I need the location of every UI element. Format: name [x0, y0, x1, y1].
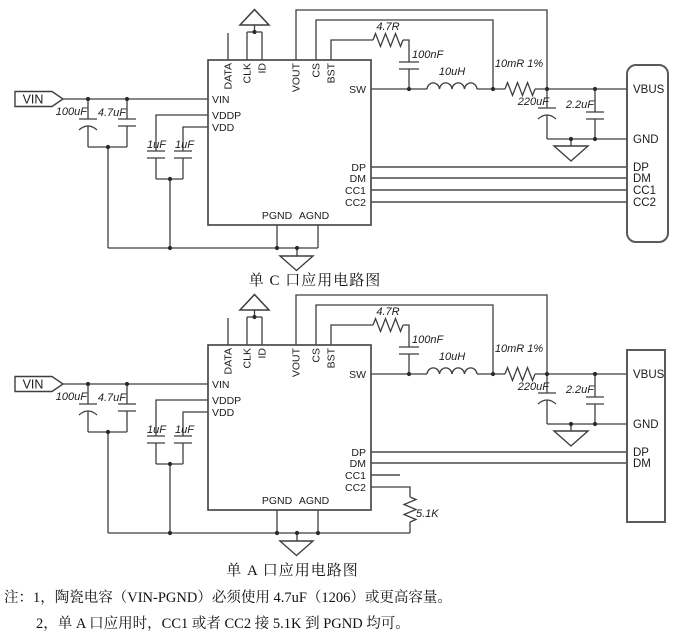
vin-flag-label: VIN — [22, 92, 44, 107]
value-cc-resistor: 5.1K — [416, 508, 439, 520]
ic-pin-cc2: CC2 — [344, 197, 366, 209]
caption-circuit-a: 单 A 口应用电路图 — [226, 563, 359, 579]
usb-c-pin-dm: DM — [633, 173, 651, 185]
ic-pin-vddp: VDDP — [212, 110, 242, 122]
ic-pin-vout: VOUT — [290, 63, 303, 93]
ic-pin-cc1: CC1 — [344, 185, 366, 197]
usb-c-pin-cc1: CC1 — [633, 185, 657, 197]
usb-c-pin-gnd: GND — [633, 134, 659, 146]
ic-pin-dm: DM — [349, 173, 366, 185]
usb-a-pin-dm: DM — [633, 458, 651, 470]
value-output-bulk-cap: 220uF — [517, 96, 549, 108]
note-line-1: 注：1，陶瓷电容（VIN-PGND）必须使用 4.7uF（1206）或更高容量。 — [4, 590, 452, 606]
ic-pin-cs: CS — [310, 63, 323, 78]
value-input-ceramic-cap: 4.7uF — [97, 107, 126, 119]
ic-pin-agnd: AGND — [298, 210, 330, 222]
usb-c-pin-cc2: CC2 — [633, 197, 657, 209]
usb-c-pin-dp: DP — [633, 162, 649, 174]
ground-symbol-output — [554, 146, 588, 161]
ic-pin-sw: SW — [349, 84, 366, 96]
ic-pin-id: ID — [256, 63, 269, 74]
usb-a-pin-dp: DP — [633, 447, 649, 459]
top-pin-wires — [228, 25, 262, 60]
usb-c-pin-vbus: VBUS — [633, 84, 665, 96]
value-sense-resistor: 10mR 1% — [494, 58, 544, 70]
value-output-ceramic-cap: 2.2uF — [565, 99, 594, 111]
usb-c-section — [371, 65, 668, 242]
bst-cap-wires — [399, 40, 419, 89]
power-arrow-icon — [240, 10, 269, 26]
ic-pin-pgnd: PGND — [261, 210, 293, 222]
usb-a-pin-gnd: GND — [633, 419, 659, 431]
caption-circuit-c: 单 C 口应用电路图 — [248, 273, 382, 289]
sense-resistor-symbol — [505, 83, 535, 96]
usb-a-pin-vbus: VBUS — [633, 369, 665, 381]
output-wires — [371, 89, 627, 146]
ic-pin-bst: BST — [325, 63, 338, 84]
ic-pin-clk: CLK — [241, 63, 254, 84]
usb-a-data-wires — [371, 452, 627, 475]
ic-pin-dp: DP — [351, 162, 366, 174]
value-bst-cap: 100nF — [412, 49, 444, 61]
value-bst-resistor: 4.7R — [376, 21, 400, 33]
value-vdd-cap: 1uF — [175, 139, 194, 151]
cc-resistor-symbol — [404, 497, 416, 522]
bst-resistor-symbol — [373, 34, 403, 47]
circuit-a-core-instance — [15, 295, 627, 556]
value-vddp-cap: 1uF — [147, 139, 166, 151]
ic-pin-vdd: VDD — [212, 122, 235, 134]
ic-pin-data: DATA — [222, 63, 235, 90]
circuit-core — [15, 10, 627, 271]
value-input-bulk-cap: 100uF — [55, 106, 87, 118]
value-inductor: 10uH — [438, 66, 466, 78]
note-line-2: 2，单 A 口应用时，CC1 或者 CC2 接 5.1K 到 PGND 均可。 — [36, 616, 410, 632]
usb-c-data-wires — [371, 167, 627, 202]
ic-pin-vin: VIN — [212, 94, 230, 106]
inductor-symbol — [427, 83, 477, 89]
junction-dot-agnd-bus — [316, 531, 320, 535]
